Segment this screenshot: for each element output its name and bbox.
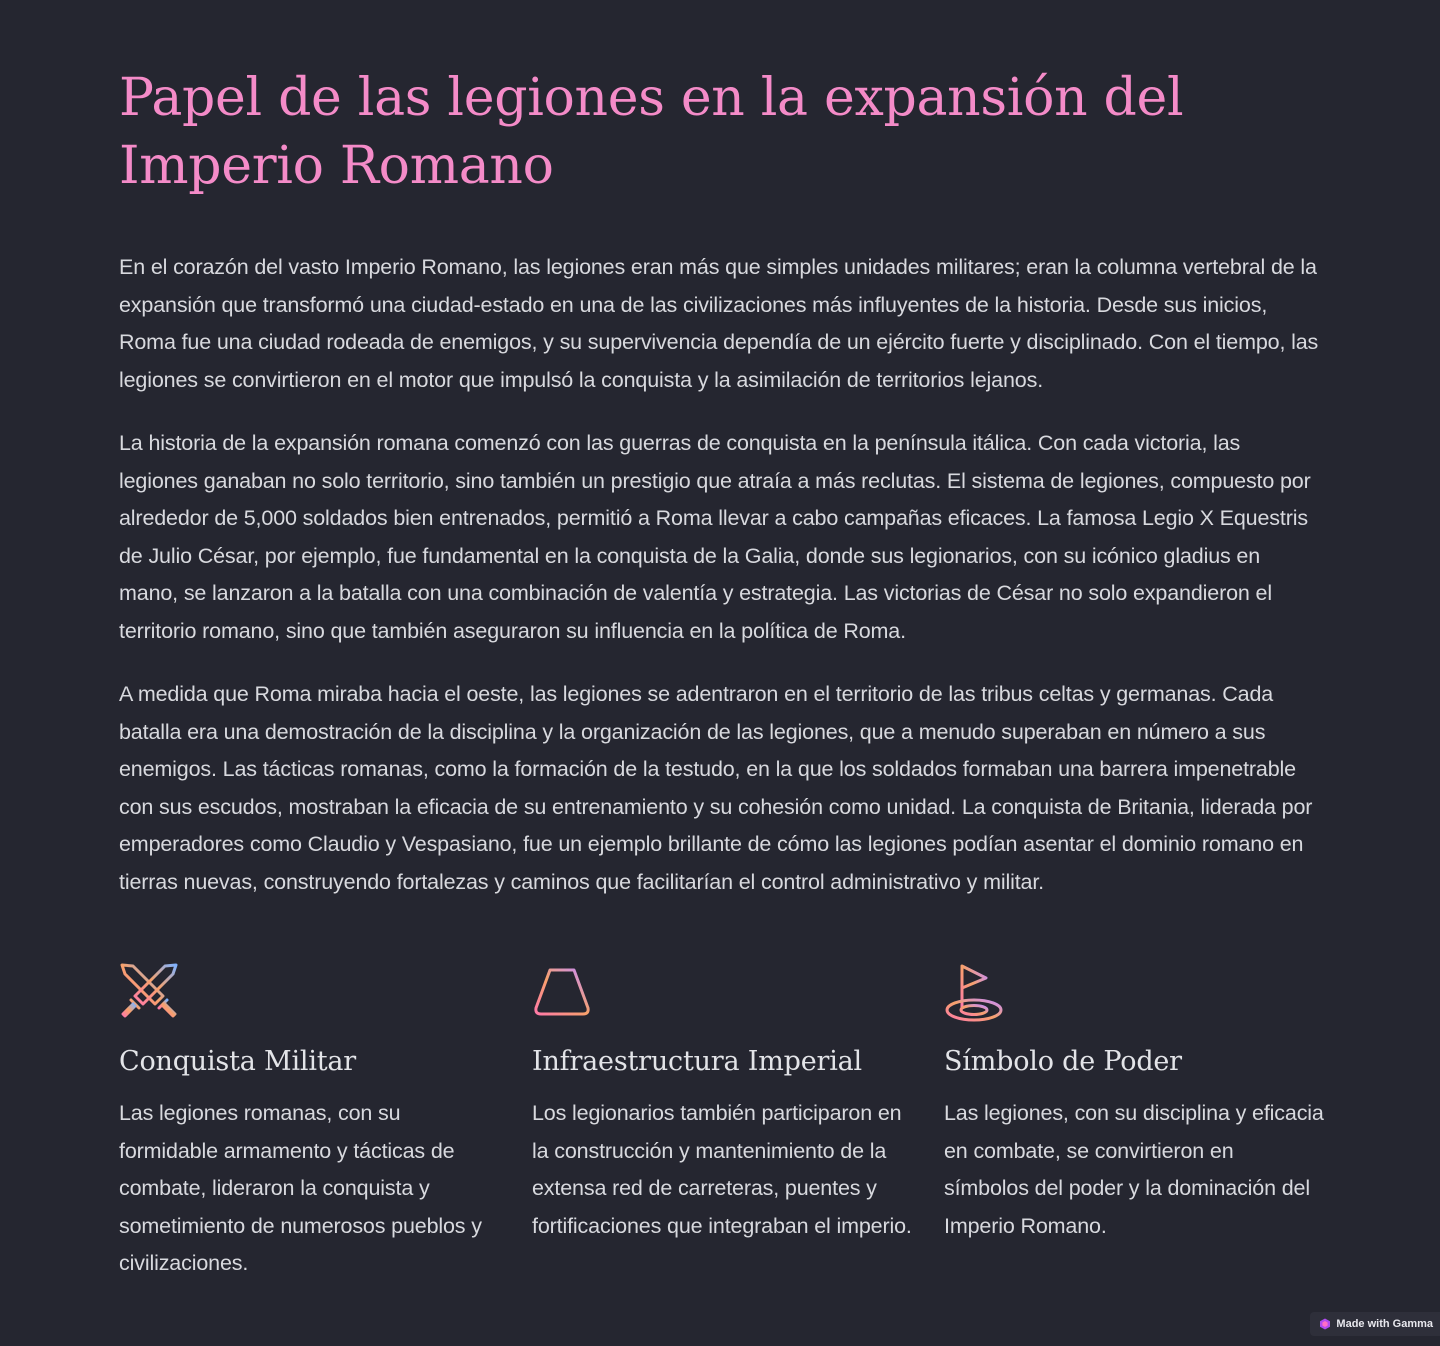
feature-heading: Infraestructura Imperial <box>532 1046 862 1077</box>
feature-simbolo-de-poder <box>944 962 1324 1238</box>
badge-label: Made with Gamma <box>1336 1318 1433 1330</box>
feature-text: Las legiones romanas, con su formidable armamento y tácticas de combate, lideraron la conquista y sometimiento de numerosos pueblos y civilizaciones. <box>119 1101 482 1276</box>
west-campaign-paragraph: A medida que Roma miraba hacia el oeste, las legiones se adentraron en el territorio de las tribus celtas y germanas. Cada batalla era una demostración de la disciplina y la organización de las legiones, que a menudo superaban en número a sus enemigos. Las tácticas romanas, como la formación de la testudo, en la que los soldados formaban una barrera impenetrable con sus escudos, mostraban la eficacia de su entrenamiento y su cohesión como unidad. La conquista de Britania, liderada por emperadores como Claudio y Vespasiano, fue un ejemplo brillante de cómo las legiones podían asentar el dominio romano en tierras nuevas, construyendo fortalezas y caminos que facilitarían el control administrativo y militar. <box>119 682 1313 894</box>
crossed-swords-icon <box>119 962 179 1022</box>
feature-infraestructura-imperial <box>532 962 912 1238</box>
feature-columns <box>119 962 1324 1292</box>
gamma-logo-icon <box>1319 1318 1331 1330</box>
made-with-gamma-badge[interactable] <box>1310 1312 1440 1336</box>
intro-paragraph: En el corazón del vasto Imperio Romano, las legiones eran más que simples unidades militares; eran la columna vertebral de la expansión que transformó una ciudad-estado en una de las civilizaciones más influyentes de la historia. Desde sus inicios, Roma fue una ciudad rodeada de enemigos, y su supervivencia dependía de un ejército fuerte y disciplinado. Con el tiempo, las legiones se convirtieron en el motor que impulsó la conquista y la asimilación de territorios lejanos. <box>119 255 1319 392</box>
feature-conquista-militar <box>119 962 489 1276</box>
feature-text: Las legiones, con su disciplina y eficacia en combate, se convirtieron en símbolos del poder y la dominación del Imperio Romano. <box>944 1101 1324 1238</box>
expansion-paragraph: La historia de la expansión romana comenzó con las guerras de conquista en la península itálica. Con cada victoria, las legiones ganaban no solo territorio, sino también un prestigio que atraía a más reclutas. El sistema de legiones, compuesto por alrededor de 5,000 soldados bien entrenados, permitió a Roma llevar a cabo campañas eficaces. La famosa Legio X Equestris de Julio César, por ejemplo, fue fundamental en la conquista de la Galia, donde sus legionarios, con su icónico gladius en mano, se lanzaron a la batalla con una combinación de valentía y estrategia. Las victorias de César no solo expandieron el territorio romano, sino que también aseguraron su influencia en la política de Roma. <box>119 431 1311 643</box>
road-icon <box>532 962 592 1022</box>
feature-heading: Conquista Militar <box>119 1046 357 1077</box>
feature-text: Los legionarios también participaron en la construcción y mantenimiento de la extensa red de carreteras, puentes y fortificaciones que integraban el imperio. <box>532 1101 912 1238</box>
flag-on-target-icon <box>944 962 1004 1022</box>
feature-heading: Símbolo de Poder <box>944 1046 1182 1077</box>
page-title: Papel de las legiones en la expansión del Imperio Romano <box>119 68 1184 196</box>
